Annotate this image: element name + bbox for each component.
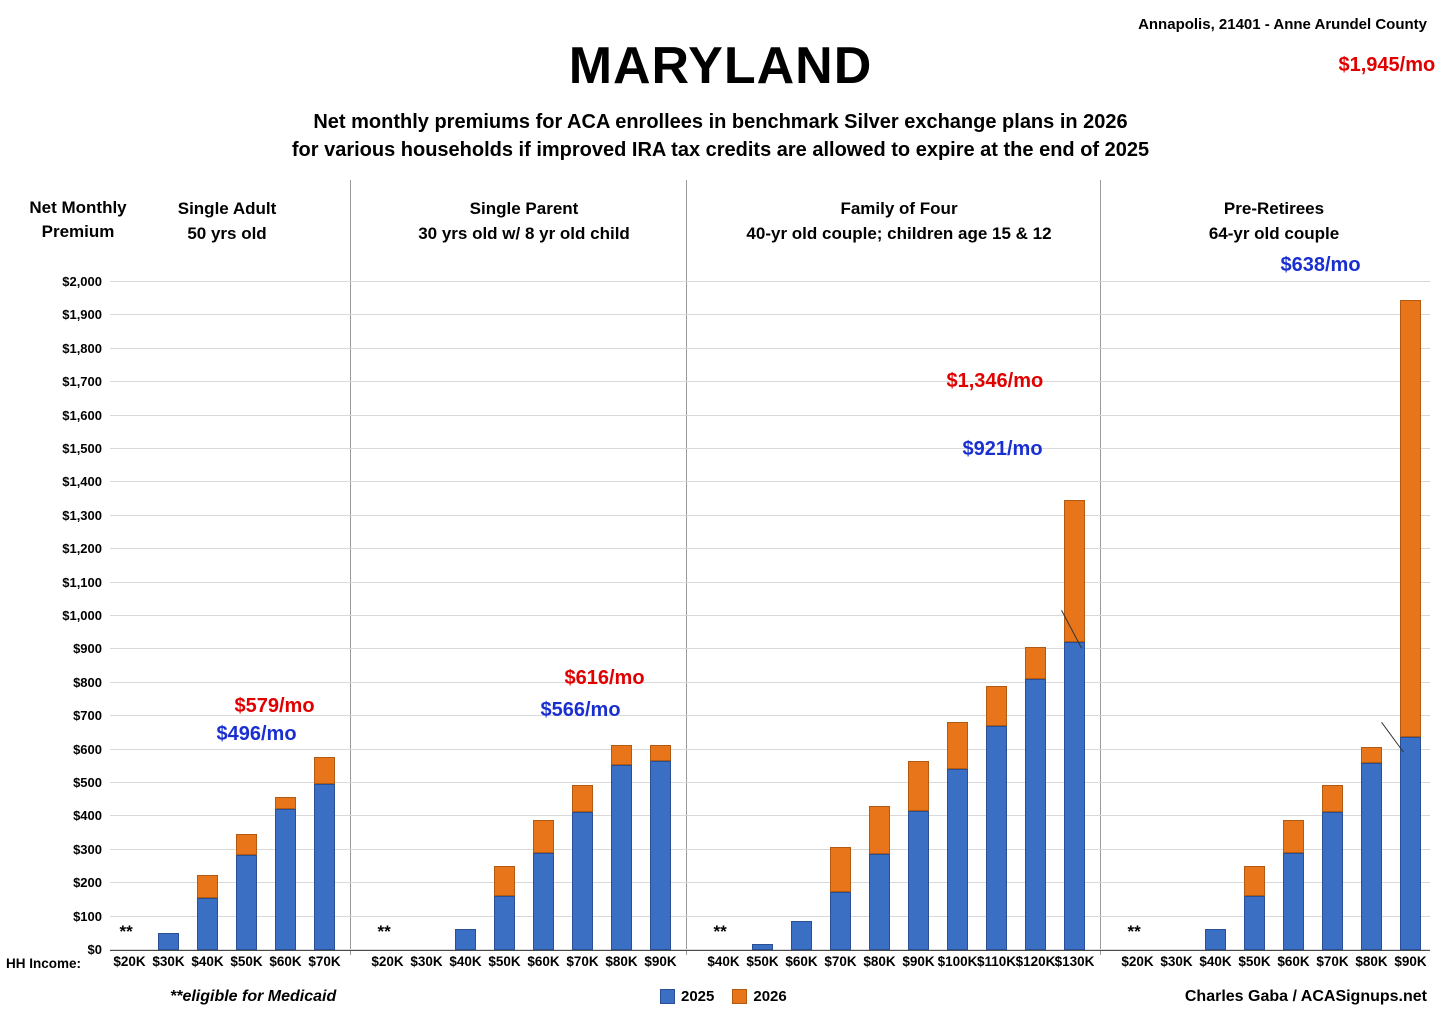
bar-segment-2026 xyxy=(1361,747,1381,763)
bar-segment-2025 xyxy=(1025,679,1045,950)
y-axis-tick-label: $400 xyxy=(73,808,102,824)
gridline xyxy=(110,515,1430,516)
gridline xyxy=(110,682,1430,683)
bar xyxy=(494,866,514,951)
bar-segment-2026 xyxy=(830,847,850,891)
value-annotation: $1,945/mo xyxy=(1338,54,1436,77)
x-axis-tick-label: $80K xyxy=(1355,954,1388,969)
x-axis-tick-label: $30K xyxy=(152,954,185,969)
gridline xyxy=(110,548,1430,549)
bar-segment-2025 xyxy=(158,933,178,950)
bar-segment-2026 xyxy=(533,820,553,853)
group-header xyxy=(704,196,1094,246)
bar-segment-2026 xyxy=(236,834,256,855)
gridline xyxy=(110,782,1430,783)
value-annotation: $579/mo xyxy=(234,694,315,717)
x-axis-tick-label: $40K xyxy=(449,954,482,969)
gridline xyxy=(110,348,1430,349)
group-header-name: Single Parent xyxy=(469,199,579,218)
bar-segment-2026 xyxy=(275,797,295,809)
y-axis-tick-label: $1,300 xyxy=(62,507,102,523)
bar-segment-2025 xyxy=(494,896,514,950)
bar xyxy=(197,875,217,950)
bar-segment-2025 xyxy=(1064,642,1084,950)
y-axis-tick-label: $0 xyxy=(87,942,102,957)
medicaid-marker: ** xyxy=(1127,922,1141,941)
group-header-name: Family of Four xyxy=(840,199,958,218)
x-axis-tick-label: $120K xyxy=(1015,954,1056,969)
bar-segment-2025 xyxy=(455,929,475,950)
value-annotation: $496/mo xyxy=(216,722,297,745)
group-header xyxy=(1118,196,1430,246)
bar-segment-2025 xyxy=(791,921,811,950)
bar-segment-2026 xyxy=(1283,820,1303,853)
bar xyxy=(1205,929,1225,950)
bar xyxy=(314,757,334,950)
y-axis-tick-label: $600 xyxy=(73,741,102,757)
legend-label-2026: 2026 xyxy=(753,988,787,1005)
gridline xyxy=(110,916,1430,917)
group-header-subtitle: 30 yrs old w/ 8 yr old child xyxy=(418,224,630,243)
medicaid-marker: ** xyxy=(713,922,727,941)
bar xyxy=(1025,647,1045,950)
y-axis-tick-label: $1,400 xyxy=(62,474,102,490)
y-axis-tick-label: $200 xyxy=(73,875,102,891)
bar-segment-2025 xyxy=(611,765,631,950)
bar xyxy=(908,761,928,950)
gridline xyxy=(110,314,1430,315)
x-axis-tick-label: $50K xyxy=(1238,954,1271,969)
bar-segment-2025 xyxy=(908,811,928,950)
y-axis-tick-label: $100 xyxy=(73,908,102,924)
y-axis-tick-label: $1,100 xyxy=(62,574,102,590)
bar-segment-2025 xyxy=(1361,763,1381,950)
bar xyxy=(947,722,967,950)
bar xyxy=(1400,300,1420,950)
bar xyxy=(572,785,592,950)
bar-segment-2025 xyxy=(533,853,553,950)
x-axis-tick-label: $50K xyxy=(230,954,263,969)
x-axis-tick-label: $70K xyxy=(1316,954,1349,969)
x-axis-tick-label: $50K xyxy=(746,954,779,969)
bar xyxy=(650,745,670,950)
bar xyxy=(611,745,631,950)
gridline xyxy=(110,448,1430,449)
bar-segment-2026 xyxy=(572,785,592,812)
bar-segment-2025 xyxy=(986,726,1006,950)
bar xyxy=(1244,866,1264,951)
group-header-subtitle: 64-yr old couple xyxy=(1208,224,1340,243)
bar-segment-2026 xyxy=(869,806,889,854)
bar xyxy=(158,933,178,950)
bar-segment-2025 xyxy=(869,854,889,950)
x-axis-tick-label: $40K xyxy=(191,954,224,969)
bar-segment-2025 xyxy=(947,769,967,950)
y-axis-title-line-2: Premium xyxy=(41,222,115,241)
page-title: MARYLAND xyxy=(568,37,873,95)
bar-segment-2025 xyxy=(752,944,772,950)
bar xyxy=(869,806,889,950)
subtitle-line-2: for various households if improved IRA tax credits are allowed to expire at the end of 2025 xyxy=(291,139,1150,161)
x-axis-tick-label: $130K xyxy=(1054,954,1095,969)
gridline xyxy=(110,882,1430,883)
group-header xyxy=(368,196,680,246)
bar-segment-2026 xyxy=(947,722,967,769)
credit-label: Charles Gaba / ACASignups.net xyxy=(1184,988,1427,1005)
bar xyxy=(533,820,553,950)
gridline xyxy=(110,815,1430,816)
bar-segment-2026 xyxy=(1244,866,1264,896)
y-axis-tick-label: $1,000 xyxy=(62,608,102,623)
chart-subtitle xyxy=(0,108,1441,164)
x-axis-tick-label: $100K xyxy=(937,954,978,969)
bar xyxy=(1283,820,1303,950)
group-header-name: Single Adult xyxy=(177,199,277,218)
value-annotation: $1,346/mo xyxy=(946,370,1044,393)
bar xyxy=(455,929,475,950)
y-axis-tick-label: $700 xyxy=(73,708,102,724)
bar-segment-2025 xyxy=(236,855,256,950)
gridline xyxy=(110,381,1430,382)
bar xyxy=(752,944,772,950)
legend xyxy=(660,988,799,1005)
x-axis-title: HH Income: xyxy=(6,956,82,971)
x-axis-tick-label: $90K xyxy=(902,954,935,969)
group-header-subtitle: 50 yrs old xyxy=(187,224,267,243)
x-axis-tick-label: $20K xyxy=(113,954,146,969)
x-axis-tick-label: $90K xyxy=(1394,954,1427,969)
y-axis-title-line-1: Net Monthly xyxy=(29,198,127,217)
bar xyxy=(791,921,811,950)
bar-segment-2025 xyxy=(650,761,670,950)
x-axis-tick-label: $70K xyxy=(308,954,341,969)
x-axis-tick-label: $60K xyxy=(785,954,818,969)
location-label: Annapolis, 21401 - Anne Arundel County xyxy=(1138,16,1427,33)
medicaid-note: **eligible for Medicaid xyxy=(170,988,337,1005)
x-axis-tick-label: $40K xyxy=(707,954,740,969)
x-axis-tick-label: $80K xyxy=(605,954,638,969)
bar xyxy=(1064,500,1084,950)
gridline xyxy=(110,415,1430,416)
group-header-name: Pre-Retirees xyxy=(1223,199,1325,218)
bar-segment-2026 xyxy=(1025,647,1045,679)
bar-segment-2025 xyxy=(1283,853,1303,950)
plot-area xyxy=(110,282,1430,950)
gridline xyxy=(110,582,1430,583)
y-axis-tick-label: $300 xyxy=(73,841,102,857)
value-annotation: $638/mo xyxy=(1280,254,1361,277)
y-axis-tick-label: $900 xyxy=(73,641,102,657)
group-header xyxy=(110,196,344,246)
x-axis-tick-label: $80K xyxy=(863,954,896,969)
x-axis-tick-label: $70K xyxy=(824,954,857,969)
bar-segment-2026 xyxy=(1322,785,1342,812)
legend-swatch-2025 xyxy=(660,989,675,1004)
value-annotation: $616/mo xyxy=(564,667,645,690)
gridline xyxy=(110,849,1430,850)
bar-segment-2026 xyxy=(650,745,670,761)
gridline xyxy=(110,615,1430,616)
x-axis-tick-label: $60K xyxy=(527,954,560,969)
bar-segment-2026 xyxy=(908,761,928,812)
medicaid-marker: ** xyxy=(119,922,133,941)
bar-segment-2025 xyxy=(1244,896,1264,950)
x-axis-tick-label: $90K xyxy=(644,954,677,969)
bar-segment-2025 xyxy=(572,812,592,950)
bar-segment-2026 xyxy=(1400,300,1420,737)
subtitle-line-1: Net monthly premiums for ACA enrollees in benchmark Silver exchange plans in 2026 xyxy=(313,111,1128,133)
medicaid-marker: ** xyxy=(377,922,391,941)
y-axis-tick-label: $1,900 xyxy=(62,307,102,323)
bar-segment-2025 xyxy=(1205,929,1225,950)
value-annotation: $921/mo xyxy=(962,438,1043,461)
bar xyxy=(236,834,256,950)
bar-segment-2025 xyxy=(830,892,850,950)
x-axis-tick-label: $110K xyxy=(976,954,1017,969)
x-axis-tick-label: $70K xyxy=(566,954,599,969)
gridline xyxy=(110,648,1430,649)
y-axis-tick-label: $800 xyxy=(73,674,102,690)
y-axis-tick-label: $1,200 xyxy=(62,541,102,557)
y-axis-tick-label: $1,500 xyxy=(62,441,102,456)
x-axis-tick-label: $30K xyxy=(1160,954,1193,969)
gridline xyxy=(110,749,1430,750)
bar xyxy=(830,847,850,950)
x-axis-tick-label: $50K xyxy=(488,954,521,969)
bar-segment-2026 xyxy=(197,875,217,898)
x-axis-tick-label: $30K xyxy=(410,954,443,969)
x-axis-tick-label: $40K xyxy=(1199,954,1232,969)
gridline xyxy=(110,281,1430,282)
y-axis-tick-label: $500 xyxy=(73,775,102,790)
bar xyxy=(986,686,1006,950)
legend-label-2025: 2025 xyxy=(681,988,715,1005)
bar xyxy=(275,797,295,950)
bar-segment-2026 xyxy=(494,866,514,896)
bar-segment-2026 xyxy=(314,757,334,785)
bar-segment-2025 xyxy=(275,809,295,950)
bar-segment-2025 xyxy=(1400,737,1420,950)
bar xyxy=(1322,785,1342,950)
value-annotation: $566/mo xyxy=(540,699,621,722)
y-axis-tick-label: $1,700 xyxy=(62,374,102,390)
y-axis-tick-label: $1,600 xyxy=(62,407,102,423)
bar-segment-2026 xyxy=(986,686,1006,726)
x-axis-tick-label: $60K xyxy=(269,954,302,969)
bar-segment-2025 xyxy=(197,898,217,950)
bar-segment-2026 xyxy=(611,745,631,766)
group-header-subtitle: 40-yr old couple; children age 15 & 12 xyxy=(746,224,1052,243)
y-axis-tick-label: $2,000 xyxy=(62,274,102,289)
y-axis-tick-label: $1,800 xyxy=(62,340,102,356)
legend-swatch-2026 xyxy=(732,989,747,1004)
x-axis-tick-label: $20K xyxy=(1121,954,1154,969)
bar-segment-2025 xyxy=(1322,812,1342,950)
x-axis-tick-label: $60K xyxy=(1277,954,1310,969)
bar-segment-2025 xyxy=(314,784,334,950)
bar xyxy=(1361,747,1381,950)
x-axis-tick-label: $20K xyxy=(371,954,404,969)
gridline xyxy=(110,481,1430,482)
